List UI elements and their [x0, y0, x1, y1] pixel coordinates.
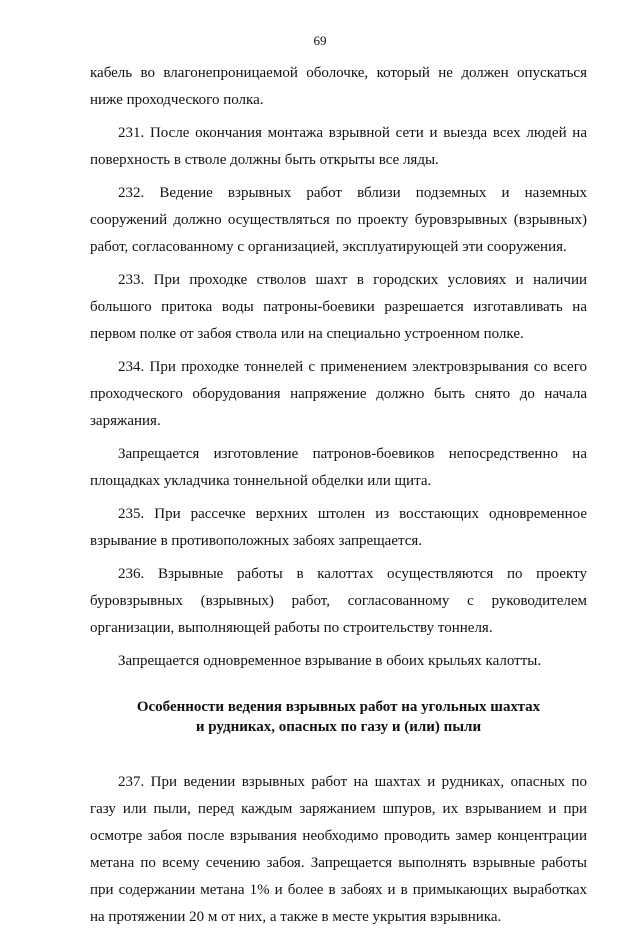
paragraph-231: 231. После окончания монтажа взрывной сети и выезда всех людей на поверхность в стволе должны быть открыты все ляды.: [90, 125, 587, 168]
paragraph-233: 233. При проходке стволов шахт в городских условиях и наличии большого притока воды патроны-боевики разрешается изготавливать на первом полке от забоя ствола или на специально устроенном полке.: [90, 272, 587, 342]
section-heading-line-2: и рудниках, опасных по газу и (или) пыли: [195, 719, 482, 735]
paragraph-236-prohibition: Запрещается одновременное взрывание в обоих крыльях калотты.: [118, 653, 542, 669]
paragraph-234-prohibition: Запрещается изготовление патронов-боевиков непосредственно на площадках укладчика тоннельной обделки или щита.: [90, 446, 587, 489]
paragraph-235: 235. При рассечке верхних штолен из восстающих одновременное взрывание в противоположных забоях запрещается.: [90, 506, 587, 549]
paragraph-234: 234. При проходке тоннелей с применением электровзрывания со всего проходческого оборудования напряжение должно быть снято до начала заряжания.: [90, 359, 587, 429]
paragraph-236: 236. Взрывные работы в калоттах осуществляются по проекту буровзрывных (взрывных) работ, согласованному с руководителем организации, выполняющей работы по строительству тоннеля.: [90, 566, 587, 636]
section-heading: [90, 697, 587, 737]
paragraph-continuation: кабель во влагонепроницаемой оболочке, который не должен опускаться ниже проходческого полка.: [90, 65, 587, 108]
paragraph-232: 232. Ведение взрывных работ вблизи подземных и наземных сооружений должно осуществляться по проекту буровзрывных (взрывных) работ, согласованному с организацией, эксплуатирующей эти сооружения.: [90, 185, 587, 255]
page-number: 69: [313, 33, 327, 48]
section-heading-line-1: Особенности ведения взрывных работ на угольных шахтах: [136, 699, 541, 715]
paragraph-237: 237. При ведении взрывных работ на шахтах и рудниках, опасных по газу или пыли, перед каждым заряжанием шпуров, их взрыванием и при осмотре забоя после взрывания необходимо проводить замер концентрации метана по всему сечению забоя. Запрещается выполнять взрывные работы при содержании метана 1% и более в забоях и в примыкающих выработках на протяжении 20 м от них, а также в месте укрытия взрывника.: [90, 774, 587, 925]
page-content: [90, 60, 587, 937]
